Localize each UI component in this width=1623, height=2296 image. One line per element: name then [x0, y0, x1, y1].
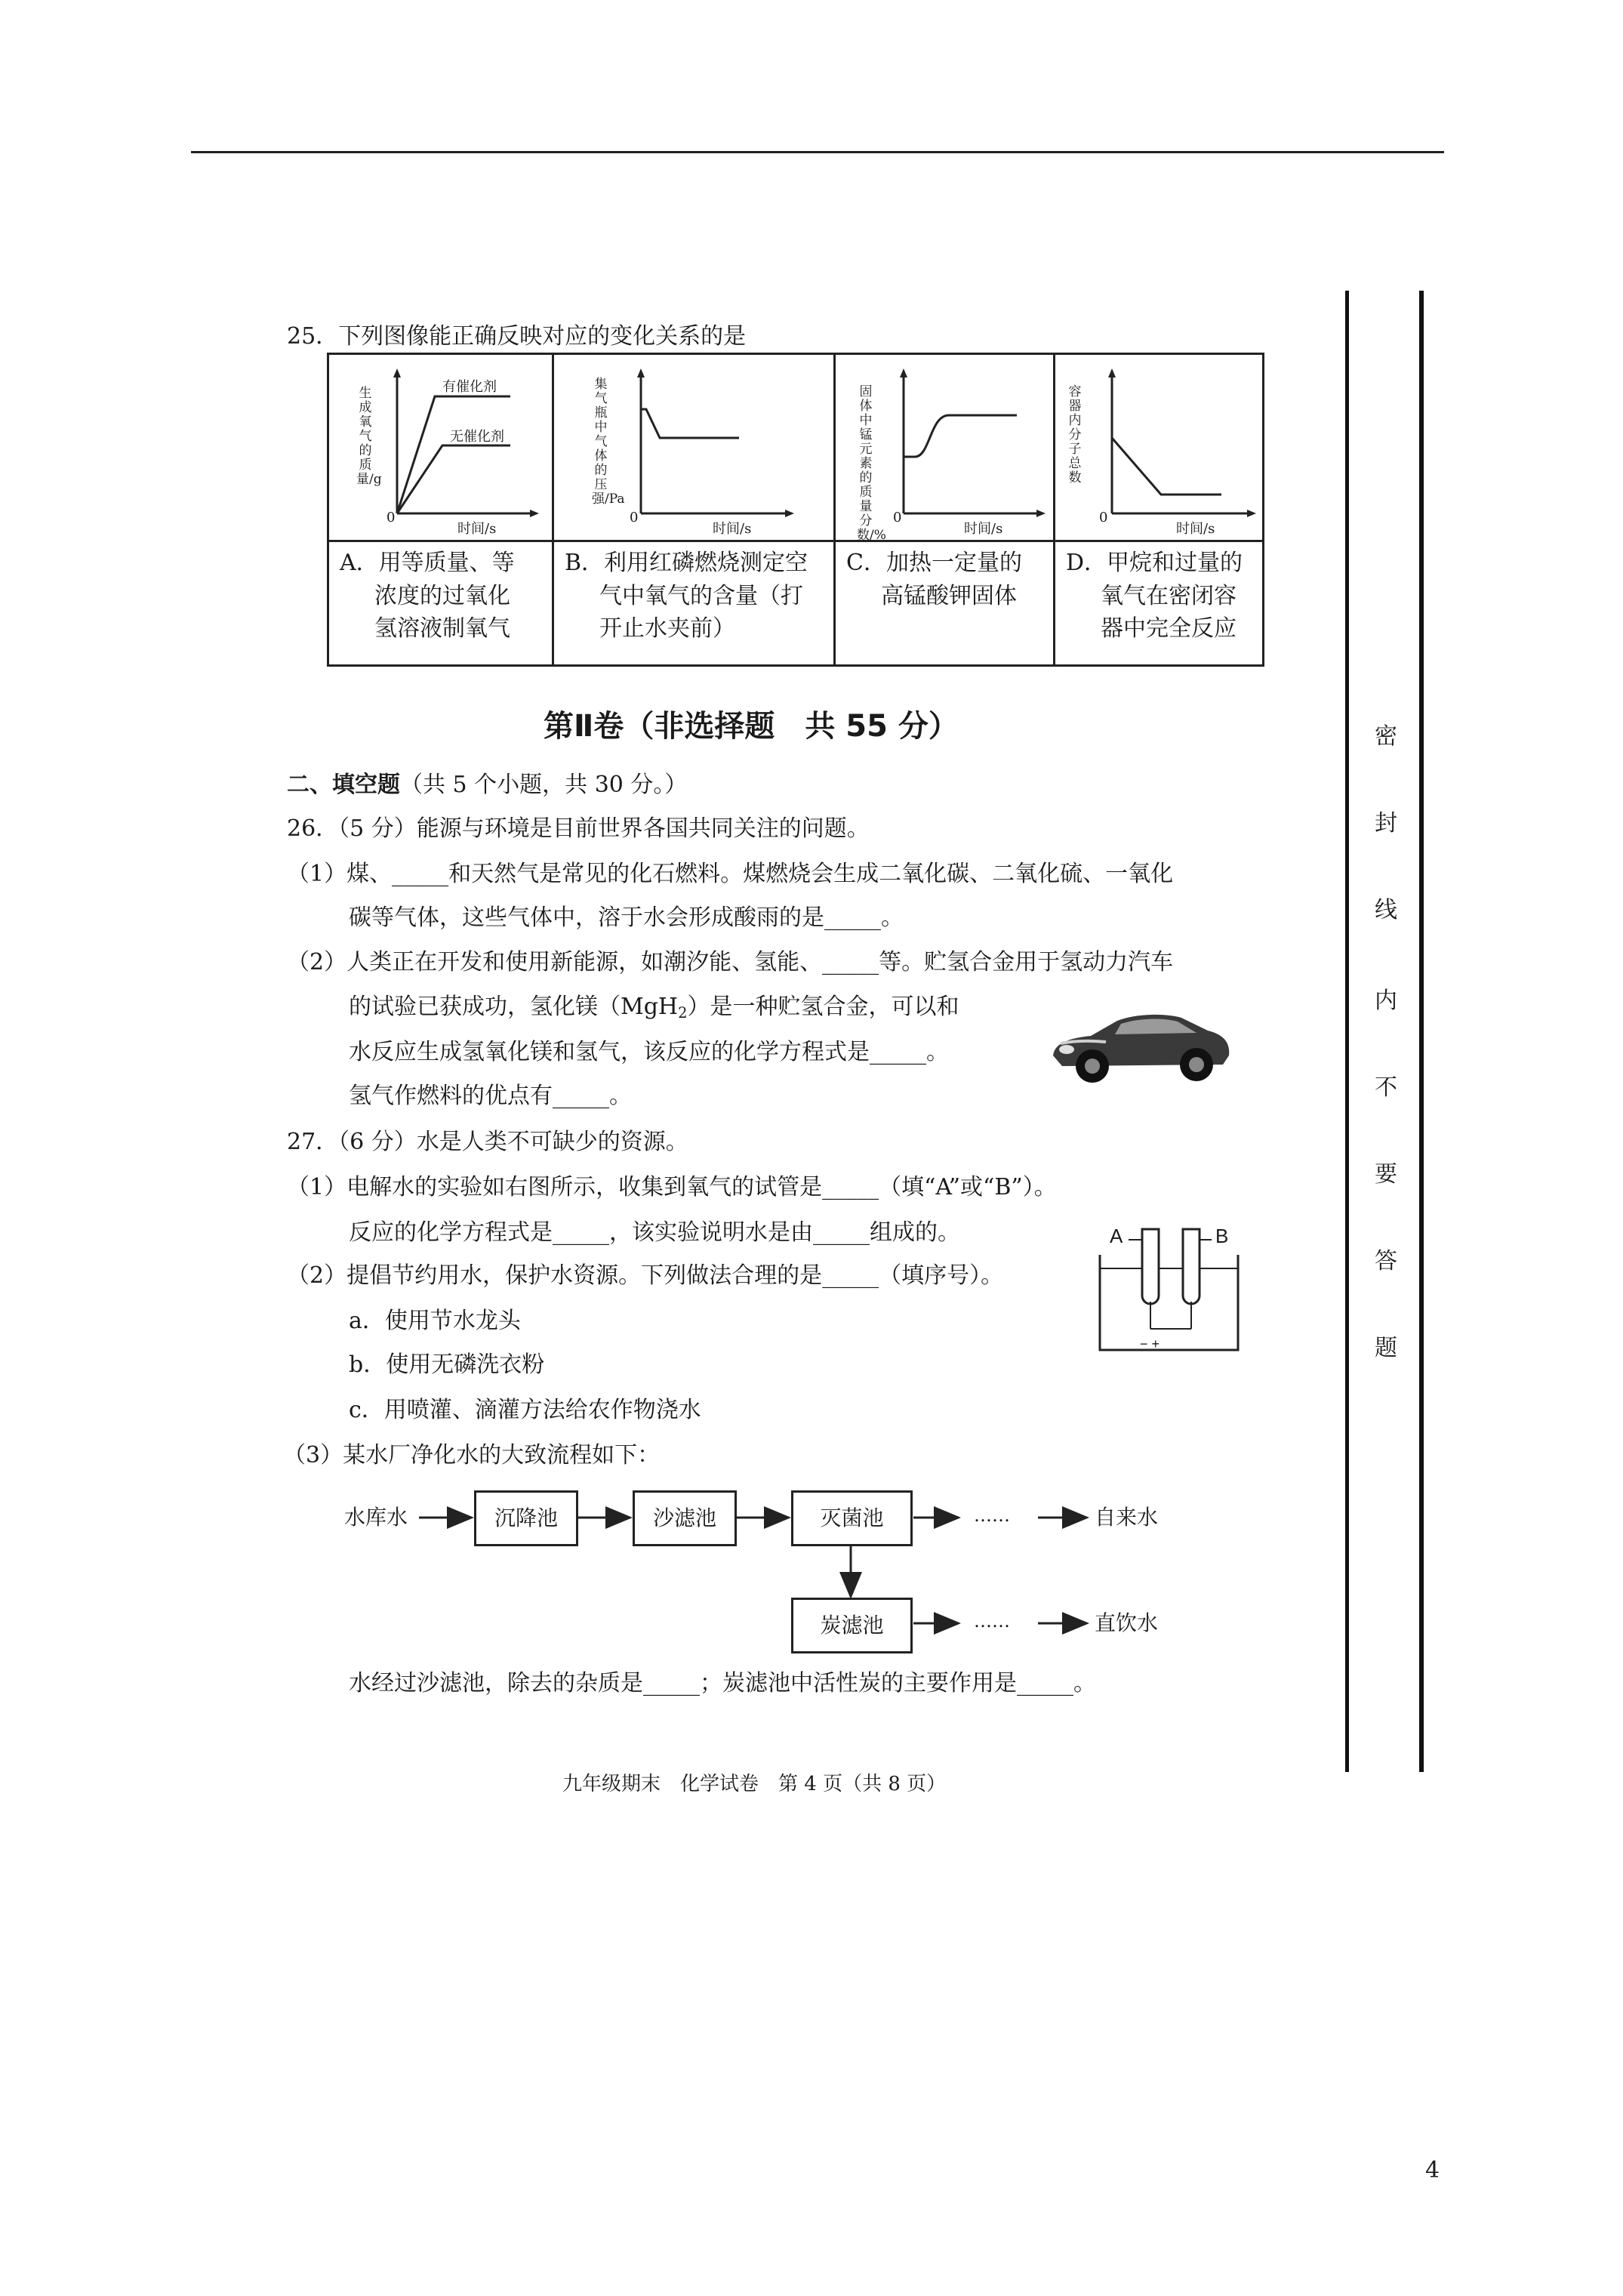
- q27-p3-line1: （3）某水厂净化水的大致流程如下：: [283, 1442, 661, 1469]
- flow-source: 水库水: [344, 1505, 408, 1530]
- section2-heading: [287, 772, 687, 799]
- q27-opt-b: b．使用无磷洗衣粉: [349, 1351, 545, 1378]
- section2-label: 二、填空题: [287, 772, 400, 798]
- graph-d: [1055, 355, 1270, 540]
- flow-step-sterilization: 灭菌池: [791, 1490, 913, 1546]
- seal-text-char: 封: [1375, 810, 1397, 837]
- graph-c-origin: 0: [893, 510, 902, 525]
- flow-dots-2: ……: [974, 1610, 1010, 1632]
- graph-a-origin: 0: [387, 510, 396, 525]
- page-number: 4: [1425, 2157, 1440, 2184]
- flow-output-tap-water: 自来水: [1095, 1505, 1159, 1530]
- option-a: [328, 541, 553, 666]
- q26-p2-line2-b: ）是一种贮氢合金，可以和: [687, 994, 959, 1020]
- flow-output-drinking-water: 直饮水: [1095, 1610, 1159, 1635]
- flow-step-carbon-filter: 炭滤池: [791, 1598, 913, 1653]
- option-c-line: C．加热一定量的: [846, 550, 1022, 576]
- option-d-line: D．甲烷和过量的: [1066, 550, 1243, 576]
- q26-p2-line2-sub: 2: [678, 1003, 688, 1022]
- flow-step-sand-filter: 沙滤池: [633, 1490, 737, 1546]
- option-b-line: 气中氧气的含量（打: [599, 582, 803, 609]
- graph-b-cell: [553, 354, 835, 541]
- option-c: [835, 541, 1055, 666]
- flow-dots-1: ……: [974, 1505, 1010, 1526]
- seal-line-inner: [1345, 291, 1349, 1772]
- seal-text-char: 线: [1375, 897, 1397, 923]
- graph-c-ylabel: 固体中锰元素的质量分数/%: [857, 384, 886, 544]
- seal-text-char: 要: [1375, 1161, 1397, 1188]
- seal-text-char: 不: [1375, 1074, 1397, 1101]
- top-rule: [191, 151, 1444, 153]
- option-d-line: 器中完全反应: [1101, 615, 1236, 642]
- q27-p2-line1: （2）提倡节约用水，保护水资源。下列做法合理的是_____（填序号）。: [287, 1262, 1004, 1289]
- option-a-line: 氢溶液制氧气: [374, 615, 510, 642]
- seal-text-char: 内: [1375, 988, 1397, 1014]
- graph-b-ylabel: 集气瓶中气体的压强/Pa: [592, 377, 625, 507]
- graph-a-cell: [328, 354, 553, 541]
- car-image: [1046, 997, 1234, 1087]
- q26-p2-line3: 水反应生成氢氧化镁和氢气，该反应的化学方程式是_____。: [349, 1039, 949, 1065]
- q25-options-table: [327, 353, 1264, 667]
- q27-p1-line2: 反应的化学方程式是_____，该实验说明水是由_____组成的。: [349, 1219, 960, 1246]
- q26-p2-line4: 氢气作燃料的优点有_____。: [349, 1083, 632, 1109]
- option-d-line: 氧气在密闭容: [1101, 582, 1236, 609]
- q26-stem: 26．（5 分）能源与环境是目前世界各国共同关注的问题。: [287, 815, 870, 842]
- option-c-line: 高锰酸钾固体: [881, 582, 1017, 609]
- q26-p1-line1: （1）煤、_____和天然气是常见的化石燃料。煤燃烧会生成二氧化碳、二氧化硫、一氧化: [287, 861, 1174, 887]
- q26-p2-line2-a: 的试验已获成功，氢化镁（MgH: [349, 994, 679, 1020]
- graph-a-line1-label: 有催化剂: [442, 379, 497, 395]
- option-b-line: 开止水夹前）: [599, 615, 735, 642]
- page-footer: 九年级期末 化学试卷 第 4 页（共 8 页）: [562, 1773, 947, 1795]
- tube-a-label: A: [1110, 1225, 1123, 1247]
- seal-text-char: 密: [1375, 723, 1397, 750]
- graph-a-line2-label: 无催化剂: [450, 429, 504, 445]
- section2-note: （共 5 个小题，共 30 分。）: [400, 772, 688, 798]
- graph-c-xlabel: 时间/s: [964, 521, 1003, 537]
- flow-step-sedimentation: 沉降池: [474, 1490, 578, 1546]
- part2-title: 第Ⅱ卷（非选择题 共 55 分）: [544, 709, 959, 744]
- q25-stem: 25．下列图像能正确反映对应的变化关系的是: [287, 323, 747, 350]
- q27-stem: 27．（6 分）水是人类不可缺少的资源。: [287, 1129, 688, 1155]
- q26-p2-line2: [349, 994, 959, 1022]
- flow-arrows: [332, 1484, 1193, 1665]
- option-d: [1055, 541, 1264, 666]
- electrode-label: − +: [1140, 1336, 1160, 1351]
- seal-text-char: 答: [1375, 1248, 1397, 1274]
- graph-c-cell: [835, 354, 1055, 544]
- q27-opt-c: c．用喷灌、滴灌方法给农作物浇水: [349, 1397, 701, 1423]
- option-b-line: B．利用红磷燃烧测定空: [565, 550, 808, 576]
- q27-last-line: 水经过沙滤池，除去的杂质是_____；炭滤池中活性炭的主要作用是_____。: [349, 1670, 1096, 1697]
- q26-p1-line2: 碳等气体，这些气体中，溶于水会形成酸雨的是_____。: [349, 905, 904, 931]
- q27-p1-line1: （1）电解水的实验如右图所示，收集到氧气的试管是_____（填“A”或“B”）。: [287, 1174, 1057, 1200]
- option-a-line: 浓度的过氧化: [374, 582, 510, 609]
- graph-b-xlabel: 时间/s: [713, 521, 752, 537]
- graph-d-xlabel: 时间/s: [1176, 521, 1215, 537]
- option-a-line: A．用等质量、等: [340, 550, 515, 576]
- seal-text-char: 题: [1375, 1335, 1397, 1361]
- option-b: [553, 541, 835, 666]
- graph-d-cell: [1055, 354, 1264, 541]
- seal-line-outer: [1419, 291, 1424, 1772]
- q26-p2-line1: （2）人类正在开发和使用新能源，如潮汐能、氢能、_____等。贮氢合金用于氢动力汽车: [287, 949, 1174, 975]
- graph-d-origin: 0: [1099, 510, 1108, 525]
- tube-b-label: B: [1215, 1225, 1229, 1247]
- graph-b-origin: 0: [630, 510, 639, 525]
- graph-d-ylabel: 容器内分子总数: [1068, 384, 1082, 486]
- q27-opt-a: a．使用节水龙头: [349, 1308, 521, 1334]
- graph-a-xlabel: 时间/s: [457, 521, 497, 537]
- graph-a-ylabel: 生成氧气的质量/g: [356, 386, 382, 488]
